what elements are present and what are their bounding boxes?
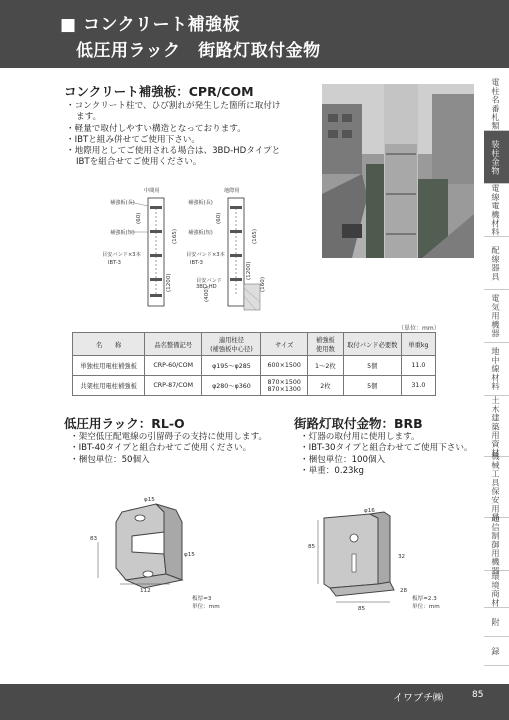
table-cell: 31.0: [401, 376, 435, 396]
header-title-line2: 低圧用ラック 街路灯取付金物: [76, 41, 321, 61]
diagram-label: IBT-3: [190, 260, 203, 266]
tab-category[interactable]: [484, 608, 509, 637]
rl-bullet: ・梱包単位：50個入: [70, 454, 150, 465]
diagram-dim: (165): [172, 228, 178, 244]
tab-label: 配線器具: [491, 245, 501, 281]
rl-section-title: 低圧用ラック：RL-O: [64, 416, 185, 431]
table-cell: CRP-60/COM: [145, 356, 202, 376]
tab-category[interactable]: [484, 396, 509, 457]
table-header: サイズ: [261, 333, 308, 356]
brb-bullet-list: [300, 432, 480, 477]
cpr-spec-table: [72, 332, 436, 396]
brb-section-title: 街路灯取付金物：BRB: [294, 416, 423, 431]
brb-dim: 32: [398, 554, 406, 560]
rl-dim: 83: [90, 536, 98, 542]
tab-category[interactable]: [484, 184, 509, 237]
cpr-install-diagram: [96, 184, 296, 322]
diagram-label: 3BD-HD: [196, 284, 217, 290]
tab-label: 機械工具保安用品: [491, 452, 501, 522]
brb-note-thickness: 板厚=2.3: [412, 596, 437, 602]
table-row: [73, 356, 436, 376]
table-cell: 11.0: [401, 356, 435, 376]
diagram-right-title: 地際用: [224, 188, 240, 194]
tab-label: 環境商材: [491, 571, 501, 607]
rl-bullet-list: [70, 432, 270, 466]
tab-label: 地中線材料: [491, 347, 501, 391]
table-header: 適用柱径 (補強板中心径): [202, 333, 261, 356]
brb-bullet: ・灯器の取付用に使用します。: [300, 432, 420, 442]
table-cell: 600×1500: [261, 356, 308, 376]
tab-category[interactable]: [484, 452, 509, 522]
cpr-bullet: ・コンクリート柱で、ひび割れが発生した箇所に取付けます。: [66, 101, 281, 123]
tab-label: 録: [491, 646, 501, 656]
tab-category[interactable]: [484, 637, 509, 666]
cpr-bullet-list: [66, 101, 288, 169]
diagram-dim: (400): [204, 286, 210, 302]
table-cell: φ195〜φ285: [202, 356, 261, 376]
rl-bullet: ・IBT-40タイプと組合わせてご使用ください。: [70, 443, 252, 454]
table-header: 補強板 使用数: [307, 333, 343, 356]
diagram-label: 目安バンド: [196, 278, 222, 284]
table-header: 単重kg: [401, 333, 435, 356]
diagram-dim: (160): [260, 276, 266, 292]
table-header-row: [73, 333, 436, 356]
cpr-section-title: コンクリート補強板：CPR/COM: [64, 84, 254, 99]
cpr-bullet: ・軽量で取付しやすい構造となっております。: [66, 123, 246, 134]
table-cell: 共架柱用電柱補強板: [73, 376, 145, 396]
page-number: 85: [472, 690, 484, 700]
brb-dim: φ16: [364, 508, 375, 514]
table-header: 取付バンド必要数: [343, 333, 401, 356]
brb-bullet: ・単重：0.23kg: [300, 465, 364, 476]
tab-label: 通信制御用機器: [491, 513, 501, 575]
diagram-dim: (60): [136, 212, 142, 224]
diagram-dim: (1200): [246, 261, 252, 280]
table-cell: 5個: [343, 356, 401, 376]
table-cell: 2枚: [307, 376, 343, 396]
table-cell: 1〜2枚: [307, 356, 343, 376]
tab-category[interactable]: [484, 131, 509, 184]
diagram-label: 補強板(短): [188, 230, 213, 236]
diagram-label: 補強板(長): [188, 200, 213, 206]
diagram-label: 補強板(長): [110, 200, 135, 206]
table-cell: φ280〜φ360: [202, 376, 261, 396]
brb-dim: 28: [400, 588, 408, 594]
brb-note-units: 単位：mm: [412, 604, 440, 610]
diagram-dim: (1200): [166, 273, 172, 292]
diagram-label: 目安バンド×3本: [186, 252, 225, 258]
tab-category[interactable]: [484, 237, 509, 290]
tab-category[interactable]: [484, 343, 509, 396]
table-header: 名 称: [73, 333, 145, 356]
rl-note-thickness: 板厚=3: [192, 596, 212, 602]
tab-label: 装柱金物: [491, 139, 501, 175]
tab-category[interactable]: [484, 78, 509, 131]
rl-dim: 112: [140, 588, 151, 594]
tab-category[interactable]: [484, 513, 509, 575]
diagram-left-title: 中間用: [144, 188, 160, 194]
tab-label: 土木建築用資材: [491, 395, 501, 457]
tab-category[interactable]: [484, 571, 509, 608]
brb-bullet: ・IBT-30タイプと組合わせてご使用下さい。: [300, 443, 473, 454]
rl-dim: φ15: [144, 497, 155, 503]
diagram-label: IBT-3: [108, 260, 121, 266]
brb-dim: 85: [308, 544, 316, 550]
table-row: [73, 376, 436, 396]
table-units: （単位：mm）: [398, 325, 440, 332]
tab-label: 電柱名番札類: [491, 77, 501, 131]
pole-photo: [322, 84, 474, 258]
tab-label: 電気用機器: [491, 294, 501, 338]
rl-bullet: ・架空低圧配電線の引留碍子の支持に使用します。: [70, 432, 267, 442]
brb-dim: 85: [358, 606, 366, 612]
tab-label: 電線電機材料: [491, 183, 501, 237]
tab-label: 附: [491, 617, 501, 627]
diagram-dim: (60): [216, 212, 222, 224]
rl-note-units: 単位：mm: [192, 604, 220, 610]
diagram-dim: (165): [252, 228, 258, 244]
table-cell: 5個: [343, 376, 401, 396]
brb-bracket-drawing: [306, 506, 456, 616]
footer-brand: イワブチ㈱: [393, 693, 443, 704]
cpr-bullet: ・IBTと組み併せてご使用下さい。: [66, 134, 200, 145]
table-cell: 870×1500 870×1300: [261, 376, 308, 396]
tab-category[interactable]: [484, 290, 509, 343]
rl-dim: φ15: [184, 552, 195, 558]
table-cell: CRP-87/COM: [145, 376, 202, 396]
diagram-label: 目安バンド×3本: [102, 252, 141, 258]
diagram-label: 補強板(短): [110, 230, 135, 236]
table-cell: 単独柱用電柱補強板: [73, 356, 145, 376]
table-header: 品名整備記号: [145, 333, 202, 356]
header-title-line1: ■ コンクリート補強板: [60, 15, 241, 35]
cpr-bullet: ・地際用としてご使用される場合は、3BD-HDタイプとIBTを組合せてご使用ください。: [66, 146, 281, 168]
brb-bullet: ・梱包単位：100個入: [300, 454, 386, 465]
rl-rack-drawing: [86, 492, 226, 612]
